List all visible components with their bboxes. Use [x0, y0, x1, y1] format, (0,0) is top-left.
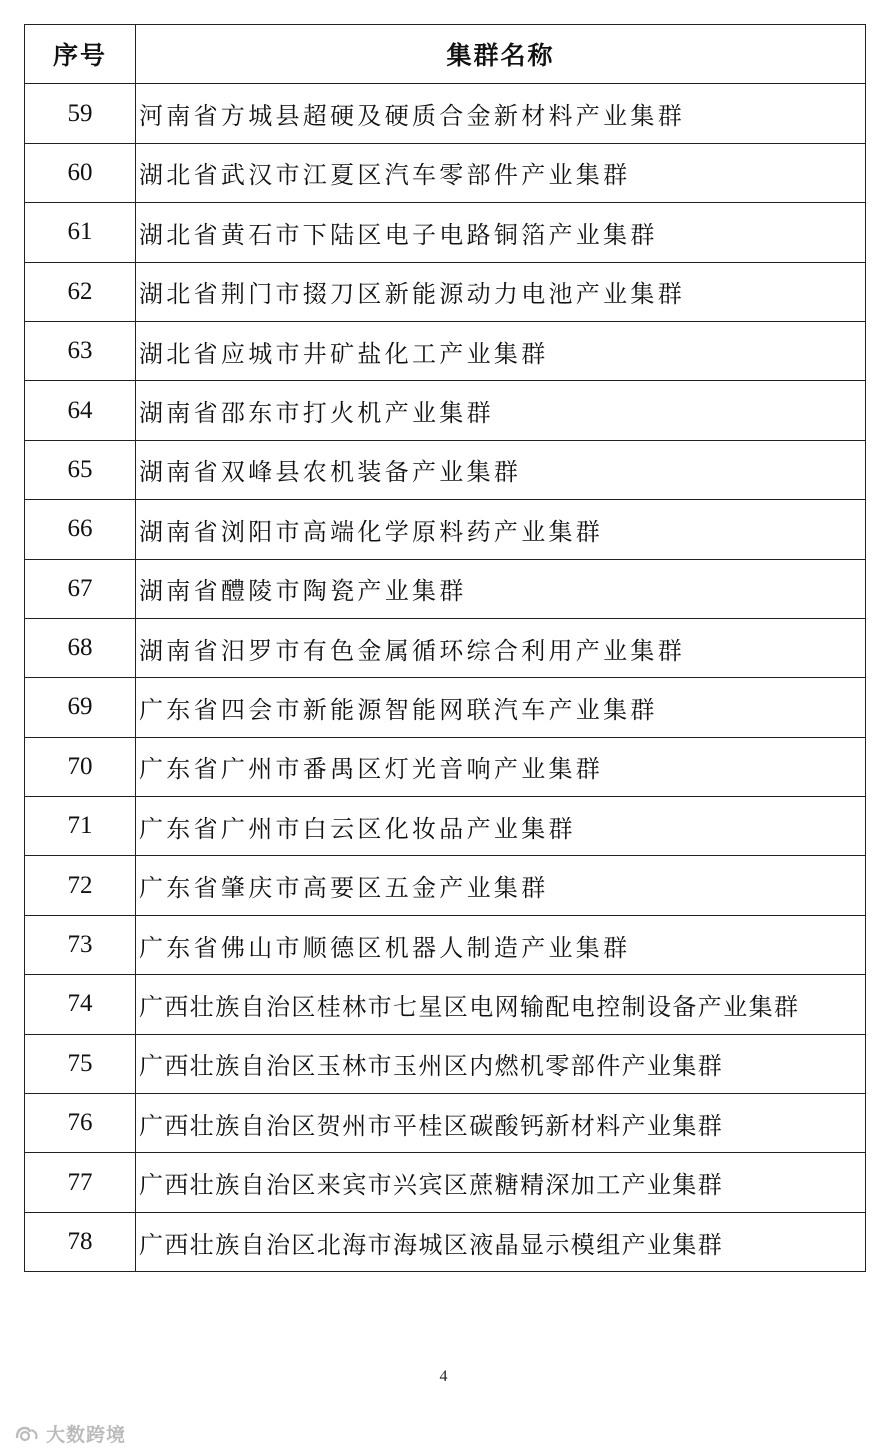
table-row	[25, 84, 866, 143]
row-number: 73	[25, 915, 136, 974]
header-name: 集群名称	[136, 25, 866, 84]
table-row	[25, 500, 866, 559]
row-number: 67	[25, 559, 136, 618]
table-header-row	[25, 25, 866, 84]
cluster-name: 广西壮族自治区北海市海城区液晶显示模组产业集群	[136, 1212, 866, 1271]
cluster-name: 广东省广州市白云区化妆品产业集群	[136, 797, 866, 856]
cluster-name: 湖北省荆门市掇刀区新能源动力电池产业集群	[136, 262, 866, 321]
page-number: 4	[439, 1368, 448, 1385]
row-number: 71	[25, 797, 136, 856]
cluster-name: 广西壮族自治区贺州市平桂区碳酸钙新材料产业集群	[136, 1094, 866, 1153]
row-number: 66	[25, 500, 136, 559]
cluster-name: 湖南省邵东市打火机产业集群	[136, 381, 866, 440]
cluster-name: 广西壮族自治区玉林市玉州区内燃机零部件产业集群	[136, 1034, 866, 1093]
row-number: 62	[25, 262, 136, 321]
row-number: 78	[25, 1212, 136, 1271]
table-body	[25, 84, 866, 1272]
cluster-name: 湖南省醴陵市陶瓷产业集群	[136, 559, 866, 618]
cluster-name: 广东省四会市新能源智能网联汽车产业集群	[136, 678, 866, 737]
row-number: 74	[25, 975, 136, 1034]
row-number: 61	[25, 203, 136, 262]
cluster-name: 广东省佛山市顺德区机器人制造产业集群	[136, 915, 866, 974]
table-row	[25, 321, 866, 380]
table-row	[25, 1212, 866, 1271]
table-row	[25, 143, 866, 202]
cluster-name: 广西壮族自治区来宾市兴宾区蔗糖精深加工产业集群	[136, 1153, 866, 1212]
cluster-table	[24, 24, 866, 1272]
cluster-name: 广东省广州市番禺区灯光音响产业集群	[136, 737, 866, 796]
table-row	[25, 203, 866, 262]
table-row	[25, 915, 866, 974]
table-row	[25, 856, 866, 915]
row-number: 76	[25, 1094, 136, 1153]
table-row	[25, 618, 866, 677]
row-number: 63	[25, 321, 136, 380]
row-number: 70	[25, 737, 136, 796]
cluster-name: 湖南省汨罗市有色金属循环综合利用产业集群	[136, 618, 866, 677]
watermark	[14, 1420, 126, 1447]
row-number: 60	[25, 143, 136, 202]
row-number: 64	[25, 381, 136, 440]
cluster-name: 广东省肇庆市高要区五金产业集群	[136, 856, 866, 915]
table-row	[25, 737, 866, 796]
row-number: 69	[25, 678, 136, 737]
cluster-name: 湖北省黄石市下陆区电子电路铜箔产业集群	[136, 203, 866, 262]
row-number: 59	[25, 84, 136, 143]
row-number: 65	[25, 440, 136, 499]
table-row	[25, 559, 866, 618]
cluster-name: 广西壮族自治区桂林市七星区电网输配电控制设备产业集群	[136, 975, 866, 1034]
row-number: 68	[25, 618, 136, 677]
table-row	[25, 1094, 866, 1153]
cluster-name: 湖南省双峰县农机装备产业集群	[136, 440, 866, 499]
table-row	[25, 975, 866, 1034]
table-row	[25, 678, 866, 737]
watermark-text: 大数跨境	[46, 1424, 127, 1446]
table-row	[25, 1034, 866, 1093]
watermark-logo-icon	[14, 1424, 40, 1444]
row-number: 75	[25, 1034, 136, 1093]
row-number: 72	[25, 856, 136, 915]
table-row	[25, 262, 866, 321]
cluster-name: 湖南省浏阳市高端化学原料药产业集群	[136, 500, 866, 559]
cluster-name: 河南省方城县超硬及硬质合金新材料产业集群	[136, 84, 866, 143]
cluster-name: 湖北省应城市井矿盐化工产业集群	[136, 321, 866, 380]
table-row	[25, 797, 866, 856]
table-row	[25, 381, 866, 440]
cluster-name: 湖北省武汉市江夏区汽车零部件产业集群	[136, 143, 866, 202]
header-number: 序号	[25, 25, 136, 84]
row-number: 77	[25, 1153, 136, 1212]
table-row	[25, 1153, 866, 1212]
table-row	[25, 440, 866, 499]
